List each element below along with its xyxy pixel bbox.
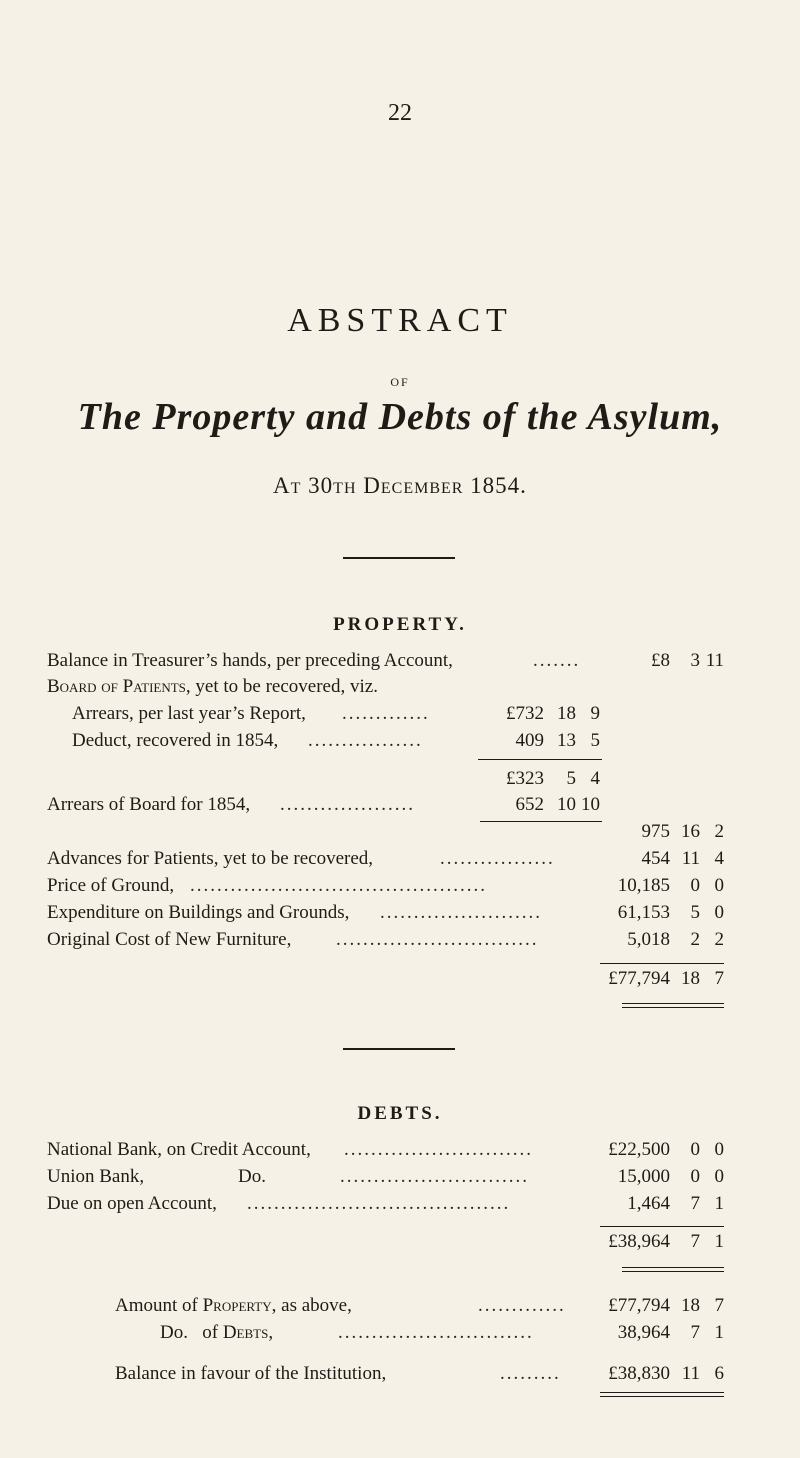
subtotal-shillings: 5 <box>566 768 576 789</box>
open-account-label: Due on open Account, <box>47 1193 217 1214</box>
board-label-sc: Board of Patients <box>47 676 186 697</box>
arrears-board-pounds: 652 <box>515 794 544 815</box>
deduct-pence: 5 <box>590 730 600 751</box>
summary-property-sc: Property <box>202 1295 272 1316</box>
deduct-label: Deduct, recovered in 1854, <box>72 730 279 751</box>
arrears-board-shillings: 10 <box>557 794 576 815</box>
balance-double-rule-1 <box>600 1392 724 1393</box>
balance-pounds: £8 <box>651 650 670 671</box>
union-bank-pence: 0 <box>714 1166 724 1187</box>
subtotal-pounds: £323 <box>506 768 544 789</box>
dot-leader: ............................ <box>344 1139 533 1160</box>
debts-double-rule-1 <box>622 1267 724 1268</box>
summary-debts-of: of <box>202 1322 223 1343</box>
summary-debts-ditto: Do. <box>160 1322 188 1343</box>
summary-balance-pence: 6 <box>714 1363 724 1384</box>
dot-leader: ............................................ <box>190 875 487 896</box>
advances-label: Advances for Patients, yet to be recovered, <box>47 848 374 869</box>
national-bank-pence: 0 <box>714 1139 724 1160</box>
national-bank-shillings: 0 <box>690 1139 700 1160</box>
subtotal-pence: 4 <box>590 768 600 789</box>
dot-leader: ....................................... <box>247 1193 511 1214</box>
summary-property-pence: 7 <box>714 1295 724 1316</box>
summary-debts-label <box>160 1322 273 1344</box>
union-bank-shillings: 0 <box>690 1166 700 1187</box>
buildings-pence: 0 <box>714 902 724 923</box>
summary-property-pre: Amount of <box>115 1295 203 1316</box>
debts-total-rule <box>600 1226 724 1227</box>
title-divider <box>343 557 455 559</box>
property-heading: PROPERTY. <box>333 614 467 635</box>
buildings-shillings: 5 <box>690 902 700 923</box>
ground-label: Price of Ground, <box>47 875 175 896</box>
summary-debts-sc: Debts <box>222 1322 269 1343</box>
dot-leader: ............................. <box>338 1322 534 1343</box>
buildings-pounds: 61,153 <box>617 902 670 923</box>
balance-shillings: 3 <box>690 650 700 671</box>
open-account-shillings: 7 <box>690 1193 700 1214</box>
page-number: 22 <box>388 100 412 126</box>
deduct-shillings: 13 <box>557 730 576 751</box>
summary-debts-shillings: 7 <box>690 1322 700 1343</box>
arrears-board-pence: 10 <box>581 794 600 815</box>
furniture-shillings: 2 <box>690 929 700 950</box>
dot-leader: ................. <box>440 848 555 869</box>
balance-double-rule-2 <box>600 1396 724 1397</box>
deduct-pounds: 409 <box>515 730 544 751</box>
property-double-rule-1 <box>622 1003 724 1004</box>
ground-pence: 0 <box>714 875 724 896</box>
dot-leader: ............. <box>342 703 430 724</box>
balance-label: Balance in Treasurer’s hands, per preceding Account, <box>47 650 453 671</box>
arrears-last-shillings: 18 <box>557 703 576 724</box>
property-total-pence: 7 <box>714 968 724 989</box>
dot-leader: ............................ <box>340 1166 529 1187</box>
board-total-pence: 2 <box>714 821 724 842</box>
summary-balance-shillings: 11 <box>681 1363 700 1384</box>
furniture-pence: 2 <box>714 929 724 950</box>
advances-pence: 4 <box>714 848 724 869</box>
summary-property-shillings: 18 <box>681 1295 700 1316</box>
ground-shillings: 0 <box>690 875 700 896</box>
summary-debts-pounds: 38,964 <box>617 1322 670 1343</box>
board-label <box>47 676 378 698</box>
balance-pence: 11 <box>705 650 724 671</box>
dot-leader: ............. <box>478 1295 566 1316</box>
summary-property-label <box>115 1295 352 1317</box>
union-bank-label: Union Bank, <box>47 1166 145 1187</box>
debts-total-shillings: 7 <box>690 1231 700 1252</box>
debts-total-pence: 1 <box>714 1231 724 1252</box>
dot-leader: ......... <box>500 1363 561 1384</box>
dot-leader: .................... <box>280 794 415 815</box>
open-account-pence: 1 <box>714 1193 724 1214</box>
arrears-last-pounds: £732 <box>506 703 544 724</box>
section-divider <box>343 1048 455 1050</box>
dot-leader: ................. <box>308 730 423 751</box>
summary-property-pounds: £77,794 <box>608 1295 670 1316</box>
summary-debts-pence: 1 <box>714 1322 724 1343</box>
date-line: At 30th December 1854. <box>273 473 527 498</box>
ground-pounds: 10,185 <box>617 875 670 896</box>
arrears-board-label: Arrears of Board for 1854, <box>47 794 251 815</box>
board-total-pounds: 975 <box>641 821 670 842</box>
union-bank-ditto: Do. <box>238 1166 266 1187</box>
title-of: OF <box>390 375 410 389</box>
debts-total-pounds: £38,964 <box>608 1231 670 1252</box>
board-bracket-rule <box>480 821 602 822</box>
main-title: ABSTRACT <box>287 302 513 339</box>
property-total-pounds: £77,794 <box>608 968 670 989</box>
property-double-rule-2 <box>622 1007 724 1008</box>
open-account-pounds: 1,464 <box>627 1193 670 1214</box>
property-total-rule <box>600 963 724 964</box>
dot-leader: .............................. <box>336 929 539 950</box>
board-total-shillings: 16 <box>681 821 700 842</box>
board-label-rest: , yet to be recovered, viz. <box>185 676 378 697</box>
dot-leader: ....... <box>533 650 581 671</box>
summary-debts-post: , <box>268 1322 274 1343</box>
summary-property-post: , as above, <box>271 1295 352 1316</box>
summary-balance-pounds: £38,830 <box>608 1363 670 1384</box>
advances-pounds: 454 <box>641 848 670 869</box>
union-bank-pounds: 15,000 <box>617 1166 670 1187</box>
furniture-label: Original Cost of New Furniture, <box>47 929 292 950</box>
summary-balance-label: Balance in favour of the Institution, <box>115 1363 387 1384</box>
furniture-pounds: 5,018 <box>627 929 670 950</box>
buildings-label: Expenditure on Buildings and Grounds, <box>47 902 350 923</box>
advances-shillings: 11 <box>681 848 700 869</box>
national-bank-pounds: £22,500 <box>608 1139 670 1160</box>
debts-heading: DEBTS. <box>357 1103 443 1124</box>
dot-leader: ........................ <box>380 902 542 923</box>
national-bank-label: National Bank, on Credit Account, <box>47 1139 311 1160</box>
subtotal-rule <box>478 759 602 760</box>
arrears-last-label: Arrears, per last year’s Report, <box>72 703 306 724</box>
arrears-last-pence: 9 <box>590 703 600 724</box>
property-total-shillings: 18 <box>681 968 700 989</box>
subtitle: The Property and Debts of the Asylum, <box>77 396 723 438</box>
debts-double-rule-2 <box>622 1271 724 1272</box>
